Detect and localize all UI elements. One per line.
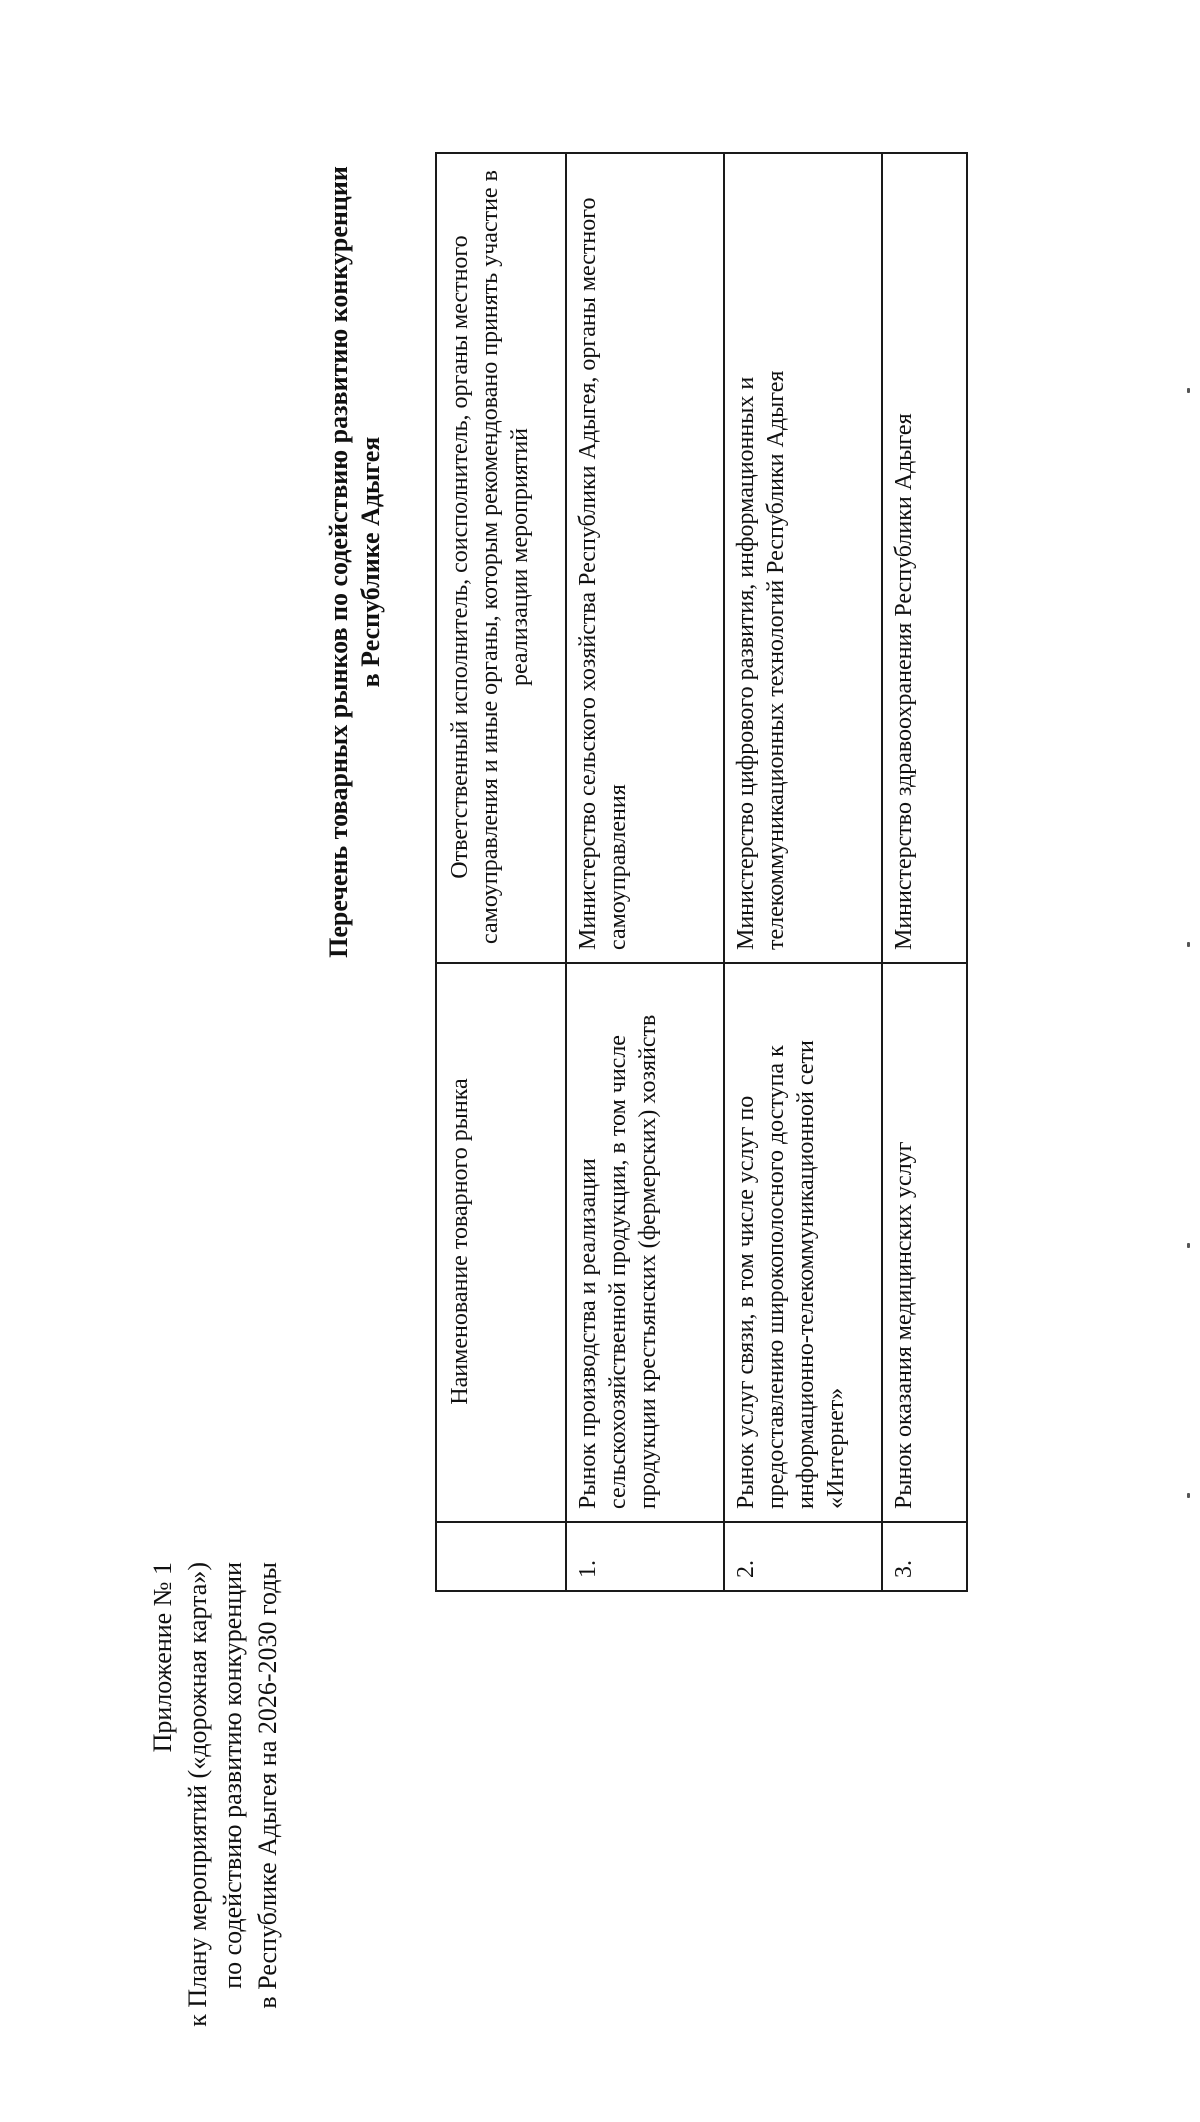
table-row	[882, 153, 967, 1591]
appendix-line-4: в Республике Адыгея на 2026-2030 годы	[253, 1562, 282, 2009]
scan-speck	[1187, 1493, 1190, 1498]
markets-table	[435, 152, 968, 1592]
scan-speck	[1187, 942, 1190, 947]
appendix-header	[145, 1562, 285, 2122]
row-number: 1.	[566, 1522, 724, 1591]
scan-speck	[1187, 388, 1190, 393]
row-number: 2.	[724, 1522, 882, 1591]
row-number: 3.	[882, 1522, 967, 1591]
document-title-line-2: в Республике Адыгея	[356, 436, 385, 688]
document-title-line-1: Перечень товарных рынков по содействию развитию конкуренции	[324, 166, 353, 958]
document-page	[5, 0, 1195, 2027]
table-row	[724, 153, 882, 1591]
document-title	[323, 12, 387, 1112]
scan-speck	[1187, 1243, 1190, 1248]
row-market-name: Рынок производства и реализации сельскохозяйственной продукции, в том числе продукции крестьянских (фермерских) хозяйств	[566, 963, 724, 1522]
appendix-line-2: к Плану мероприятий («дорожная карта»)	[183, 1562, 212, 2027]
table-header-row	[436, 153, 566, 1591]
row-market-name: Рынок оказания медицинских услуг	[882, 963, 967, 1522]
table-row	[566, 153, 724, 1591]
row-responsible: Министерство сельского хозяйства Республики Адыгея, органы местного самоуправления	[566, 153, 724, 963]
header-number	[436, 1522, 566, 1591]
appendix-line-1: Приложение № 1	[148, 1562, 177, 1753]
header-market-name: Наименование товарного рынка	[436, 963, 566, 1522]
row-responsible: Министерство здравоохранения Республики Адыгея	[882, 153, 967, 963]
appendix-line-3: по содействию развитию конкуренции	[218, 1562, 247, 1989]
header-responsible: Ответственный исполнитель, соисполнитель, органы местного самоуправления и иные органы, которым рекомендовано принять участие в реализации мероприятий	[436, 153, 566, 963]
row-responsible: Министерство цифрового развития, информационных и телекоммуникационных технологий Республики Адыгея	[724, 153, 882, 963]
row-market-name: Рынок услуг связи, в том числе услуг по предоставлению широкополосного доступа к информационно-телекоммуникационной сети «Интернет»	[724, 963, 882, 1522]
